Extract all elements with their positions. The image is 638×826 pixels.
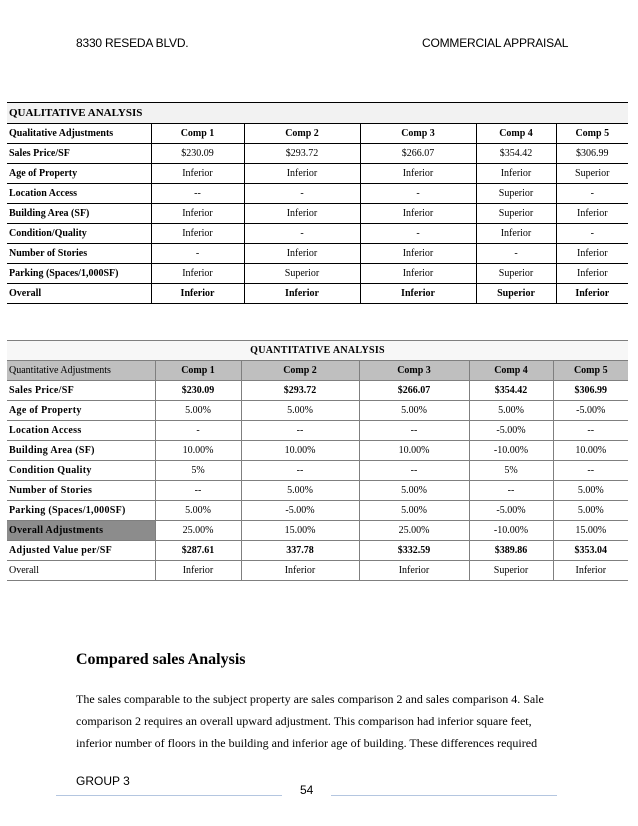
paragraph-line: comparison 2 requires an overall upward adjustment. This comparison had inferior square feet, [76,714,532,728]
table-cell: $230.09 [155,381,241,401]
table-cell: 5.00% [553,481,628,501]
table-cell: 5.00% [553,501,628,521]
table-row [7,164,628,184]
table-cell: Superior [556,164,628,184]
table-cell: $287.61 [155,541,241,561]
row-label: Location Access [7,184,151,204]
table-cell: -- [359,461,469,481]
table-cell: 5.00% [359,481,469,501]
table-cell: Inferior [476,164,556,184]
table-cell: Inferior [360,264,476,284]
table-row [7,204,628,224]
table-cell: -10.00% [469,441,553,461]
table-cell: 5.00% [241,481,359,501]
footer-divider-left [56,795,282,796]
row-label: Age of Property [7,164,151,184]
table-cell: $293.72 [244,144,360,164]
paragraph-line: inferior number of floors in the building and inferior age of building. These differences required [76,736,538,750]
column-header: Qualitative Adjustments [7,124,151,144]
table-cell: - [556,184,628,204]
table-row [7,264,628,284]
table-cell: 5.00% [155,501,241,521]
qualitative-table-title: QUALITATIVE ANALYSIS [7,103,628,124]
table-cell: - [556,224,628,244]
table-cell: $389.86 [469,541,553,561]
quantitative-table-title: QUANTITATIVE ANALYSIS [7,341,628,361]
table-cell: -- [155,481,241,501]
table-cell: 10.00% [155,441,241,461]
table-cell: - [151,244,244,264]
table-cell: - [244,224,360,244]
table-row [7,144,628,164]
column-header: Comp 4 [469,361,553,381]
table-cell: $332.59 [359,541,469,561]
table-row [7,401,628,421]
table-row [7,381,628,401]
table-cell: $266.07 [359,381,469,401]
row-label: Parking (Spaces/1,000SF) [7,501,155,521]
table-cell: 25.00% [359,521,469,541]
table-cell: Inferior [556,284,628,304]
table-cell: $266.07 [360,144,476,164]
table-cell: -- [151,184,244,204]
row-label: Condition/Quality [7,224,151,244]
table-cell: Inferior [244,284,360,304]
table-cell: 5.00% [359,401,469,421]
table-cell: 5.00% [469,401,553,421]
table-cell: $306.99 [556,144,628,164]
column-header: Comp 4 [476,124,556,144]
quantitative-header-row [7,361,628,381]
table-cell: 10.00% [553,441,628,461]
table-cell: -- [553,421,628,441]
table-row [7,481,628,501]
column-header: Comp 1 [151,124,244,144]
table-cell: 10.00% [241,441,359,461]
table-cell: -- [469,481,553,501]
adjusted-value-row [7,541,628,561]
table-cell: - [155,421,241,441]
table-cell: Inferior [151,264,244,284]
table-cell: - [244,184,360,204]
row-label: Overall [7,284,151,304]
table-cell: 5% [469,461,553,481]
table-cell: Inferior [556,204,628,224]
table-row [7,184,628,204]
qualitative-header-row [7,124,628,144]
table-cell: Inferior [244,204,360,224]
table-cell: $293.72 [241,381,359,401]
column-header: Comp 5 [556,124,628,144]
overall-row [7,284,628,304]
table-cell: Superior [469,561,553,581]
column-header: Comp 5 [553,361,628,381]
table-cell: Superior [476,184,556,204]
table-row [7,421,628,441]
table-cell: Inferior [151,284,244,304]
qualitative-analysis-table [7,102,628,304]
row-label: Building Area (SF) [7,204,151,224]
table-cell: Inferior [241,561,359,581]
column-header: Comp 1 [155,361,241,381]
table-cell: Superior [244,264,360,284]
row-label: Sales Price/SF [7,144,151,164]
table-cell: -5.00% [553,401,628,421]
table-cell: $306.99 [553,381,628,401]
table-cell: Inferior [556,264,628,284]
table-cell: -5.00% [241,501,359,521]
header-address: 8330 RESEDA BLVD. [76,36,189,50]
table-cell: $353.04 [553,541,628,561]
table-cell: -- [241,461,359,481]
table-cell: -5.00% [469,421,553,441]
column-header: Quantitative Adjustments [7,361,155,381]
row-label: Sales Price/SF [7,381,155,401]
table-cell: $354.42 [476,144,556,164]
table-cell: -5.00% [469,501,553,521]
table-cell: - [360,224,476,244]
quantitative-analysis-table [7,340,628,581]
table-cell: 5.00% [241,401,359,421]
table-cell: Inferior [556,244,628,264]
table-cell: $354.42 [469,381,553,401]
table-cell: Inferior [360,244,476,264]
table-cell: 15.00% [241,521,359,541]
body-paragraph [76,688,566,754]
paragraph-line: The sales comparable to the subject property are sales comparison 2 and sales comparison 4. Sale [76,692,544,706]
column-header: Comp 3 [359,361,469,381]
row-label: Number of Stories [7,244,151,264]
column-header: Comp 2 [244,124,360,144]
table-cell: -- [359,421,469,441]
table-row [7,244,628,264]
table-row [7,224,628,244]
row-label: Building Area (SF) [7,441,155,461]
table-cell: Superior [476,264,556,284]
row-label: Age of Property [7,401,155,421]
row-label: Number of Stories [7,481,155,501]
table-cell: Inferior [155,561,241,581]
table-cell: -- [553,461,628,481]
footer-group-label: GROUP 3 [76,774,130,788]
row-label: Location Access [7,421,155,441]
overall-adjustments-row [7,521,628,541]
table-cell: Inferior [360,204,476,224]
section-heading: Compared sales Analysis [76,651,246,668]
table-cell: Inferior [360,284,476,304]
table-cell: 25.00% [155,521,241,541]
table-cell: Superior [476,204,556,224]
table-cell: Inferior [476,224,556,244]
table-cell: 5% [155,461,241,481]
table-row [7,501,628,521]
table-cell: -- [241,421,359,441]
table-cell: $230.09 [151,144,244,164]
footer-divider-right [331,795,557,796]
table-row [7,461,628,481]
table-cell: Inferior [151,164,244,184]
table-cell: Inferior [151,204,244,224]
table-cell: - [360,184,476,204]
overall-row [7,561,628,581]
table-row [7,441,628,461]
header-report-type: COMMERCIAL APPRAISAL [422,36,569,50]
table-cell: - [476,244,556,264]
table-cell: 10.00% [359,441,469,461]
table-cell: Inferior [244,164,360,184]
row-label: Adjusted Value per/SF [7,541,155,561]
row-label: Overall [7,561,155,581]
column-header: Comp 3 [360,124,476,144]
table-cell: Superior [476,284,556,304]
table-cell: Inferior [360,164,476,184]
table-cell: 337.78 [241,541,359,561]
row-label: Parking (Spaces/1,000SF) [7,264,151,284]
row-label: Overall Adjustments [7,521,155,541]
column-header: Comp 2 [241,361,359,381]
table-cell: 5.00% [155,401,241,421]
table-cell: 15.00% [553,521,628,541]
row-label: Condition Quality [7,461,155,481]
table-cell: Inferior [244,244,360,264]
table-cell: 5.00% [359,501,469,521]
table-cell: Inferior [359,561,469,581]
table-cell: -10.00% [469,521,553,541]
table-cell: Inferior [553,561,628,581]
table-cell: Inferior [151,224,244,244]
page-number: 54 [300,783,314,797]
